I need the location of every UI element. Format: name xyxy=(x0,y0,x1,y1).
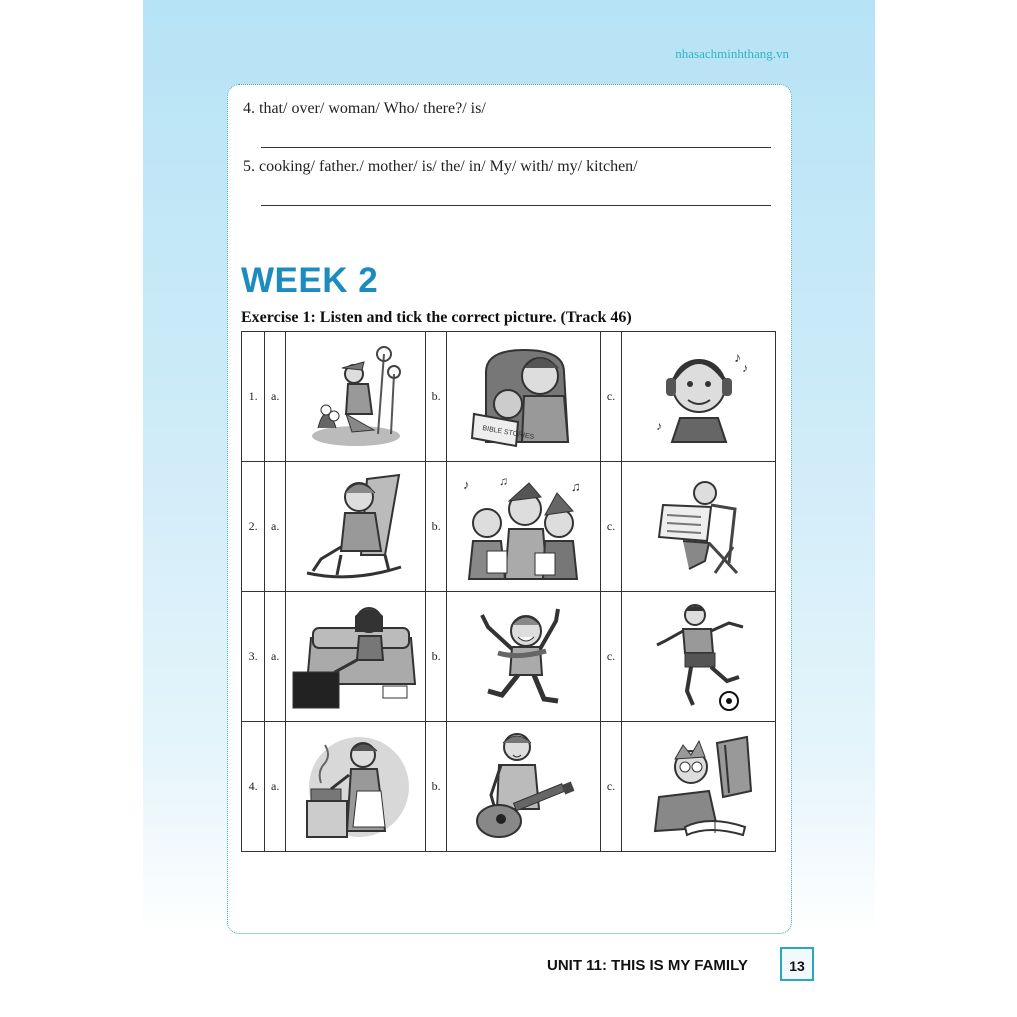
option-letter: a. xyxy=(265,332,286,462)
option-letter: b. xyxy=(426,462,447,592)
option-letter: b. xyxy=(426,332,447,462)
week-heading: WEEK 2 xyxy=(241,261,379,300)
boy-playing-guitar-icon xyxy=(469,729,579,845)
book-cover-text: BIBLE STORIES xyxy=(481,424,535,441)
boy-cheering-icon xyxy=(474,601,574,713)
woman-cooking-icon xyxy=(301,731,411,843)
option-picture-cell[interactable] xyxy=(447,332,601,462)
answer-line-4[interactable] xyxy=(261,147,771,148)
kids-singing-carols-icon xyxy=(459,471,589,583)
table-row xyxy=(242,462,776,592)
option-letter: c. xyxy=(600,722,621,852)
workbook-page xyxy=(143,0,875,1017)
website-label: nhasachminhthang.vn xyxy=(675,46,789,61)
option-picture-cell[interactable] xyxy=(622,592,776,722)
option-letter: a. xyxy=(265,462,286,592)
option-picture-cell[interactable] xyxy=(286,332,426,462)
option-picture-cell[interactable] xyxy=(622,332,776,462)
sentence-5: 5. cooking/ father./ mother/ is/ the/ in/ My/ with/ my/ kitchen/ xyxy=(243,158,638,175)
option-picture-cell[interactable] xyxy=(447,462,601,592)
svg-text:♪: ♪ xyxy=(655,418,662,433)
answer-line-5[interactable] xyxy=(261,205,771,206)
boy-playing-football-icon xyxy=(649,601,749,713)
option-picture-cell[interactable] xyxy=(622,722,776,852)
option-letter: b. xyxy=(426,722,447,852)
svg-text:♪: ♪ xyxy=(741,360,748,375)
table-row xyxy=(242,332,776,462)
option-picture-cell[interactable] xyxy=(286,592,426,722)
man-headphones-music-icon xyxy=(644,342,754,452)
row-number: 1. xyxy=(242,332,265,462)
table-row xyxy=(242,722,776,852)
unit-title: UNIT 11: THIS IS MY FAMILY xyxy=(547,957,748,974)
option-picture-cell[interactable] xyxy=(286,462,426,592)
content-frame xyxy=(227,84,792,934)
option-letter: a. xyxy=(265,722,286,852)
man-reading-newspaper-icon xyxy=(649,477,749,577)
row-number: 3. xyxy=(242,592,265,722)
option-picture-cell[interactable] xyxy=(447,592,601,722)
option-letter: c. xyxy=(600,592,621,722)
sentence-4: 4. that/ over/ woman/ Who/ there?/ is/ xyxy=(243,100,486,117)
svg-text:♪: ♪ xyxy=(733,350,741,366)
row-number: 2. xyxy=(242,462,265,592)
table-row xyxy=(242,592,776,722)
option-letter: a. xyxy=(265,592,286,722)
svg-text:♫: ♫ xyxy=(570,478,581,494)
page-number: 13 xyxy=(780,947,814,981)
gardening-woman-icon xyxy=(306,344,406,449)
option-picture-cell[interactable] xyxy=(447,722,601,852)
option-letter: c. xyxy=(600,462,621,592)
option-picture-cell[interactable] xyxy=(286,722,426,852)
boy-reading-book-icon xyxy=(639,731,759,843)
option-letter: c. xyxy=(600,332,621,462)
grandma-rocking-chair-icon xyxy=(301,471,411,583)
exercise-title: Exercise 1: Listen and tick the correct picture. (Track 46) xyxy=(241,309,632,326)
picture-table xyxy=(241,331,776,852)
option-picture-cell[interactable] xyxy=(622,462,776,592)
svg-text:♪: ♪ xyxy=(462,476,470,492)
row-number: 4. xyxy=(242,722,265,852)
woman-watching-tv-icon xyxy=(291,602,421,712)
option-letter: b. xyxy=(426,592,447,722)
svg-text:♫: ♫ xyxy=(498,473,508,488)
reading-bible-stories-icon xyxy=(464,342,584,452)
